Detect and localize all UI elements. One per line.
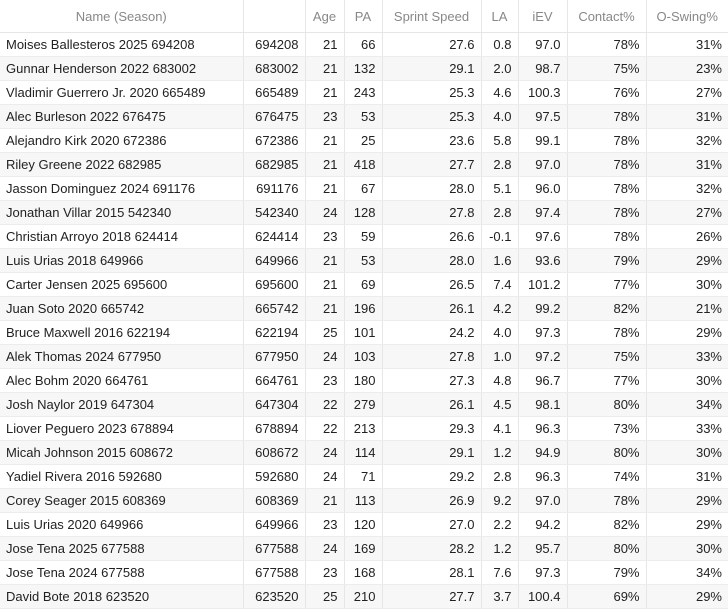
pa-cell: 243 xyxy=(344,81,382,105)
sprint-speed-cell: 27.7 xyxy=(382,585,481,609)
id-cell: 683002 xyxy=(243,57,305,81)
iev-cell: 94.9 xyxy=(518,441,567,465)
o-swing-pct-cell: 34% xyxy=(646,393,728,417)
id-cell: 622194 xyxy=(243,321,305,345)
pa-cell: 114 xyxy=(344,441,382,465)
o-swing-pct-cell: 27% xyxy=(646,201,728,225)
pa-cell: 213 xyxy=(344,417,382,441)
la-cell: 1.0 xyxy=(481,345,518,369)
id-cell: 542340 xyxy=(243,201,305,225)
o-swing-pct-cell: 21% xyxy=(646,297,728,321)
la-cell: 2.8 xyxy=(481,201,518,225)
age-cell: 23 xyxy=(305,369,344,393)
la-cell: 4.2 xyxy=(481,297,518,321)
table-row[interactable] xyxy=(0,465,728,489)
name-season-cell: Moises Ballesteros 2025 694208 xyxy=(0,33,243,57)
id-cell: 623520 xyxy=(243,585,305,609)
contact-pct-cell: 78% xyxy=(567,153,646,177)
iev-cell: 97.0 xyxy=(518,489,567,513)
iev-cell: 96.3 xyxy=(518,417,567,441)
sprint-speed-cell: 26.1 xyxy=(382,297,481,321)
age-cell: 24 xyxy=(305,537,344,561)
age-cell: 23 xyxy=(305,561,344,585)
o-swing-pct-cell: 26% xyxy=(646,225,728,249)
pa-cell: 196 xyxy=(344,297,382,321)
table-row[interactable] xyxy=(0,369,728,393)
la-cell: 7.4 xyxy=(481,273,518,297)
la-cell: 9.2 xyxy=(481,489,518,513)
la-cell: 5.1 xyxy=(481,177,518,201)
table-body xyxy=(0,33,728,609)
name-season-cell: Yadiel Rivera 2016 592680 xyxy=(0,465,243,489)
sprint-speed-cell: 28.0 xyxy=(382,177,481,201)
column-header-contact-pct[interactable]: Contact% xyxy=(567,0,646,33)
pa-cell: 120 xyxy=(344,513,382,537)
table-row[interactable] xyxy=(0,489,728,513)
contact-pct-cell: 77% xyxy=(567,369,646,393)
table-row[interactable] xyxy=(0,537,728,561)
la-cell: 1.2 xyxy=(481,441,518,465)
o-swing-pct-cell: 30% xyxy=(646,273,728,297)
name-season-cell: Gunnar Henderson 2022 683002 xyxy=(0,57,243,81)
name-season-cell: Jasson Dominguez 2024 691176 xyxy=(0,177,243,201)
iev-cell: 96.0 xyxy=(518,177,567,201)
id-cell: 682985 xyxy=(243,153,305,177)
id-cell: 665489 xyxy=(243,81,305,105)
iev-cell: 97.3 xyxy=(518,561,567,585)
o-swing-pct-cell: 34% xyxy=(646,561,728,585)
pa-cell: 71 xyxy=(344,465,382,489)
sprint-speed-cell: 29.2 xyxy=(382,465,481,489)
iev-cell: 97.0 xyxy=(518,33,567,57)
iev-cell: 98.7 xyxy=(518,57,567,81)
iev-cell: 95.7 xyxy=(518,537,567,561)
o-swing-pct-cell: 31% xyxy=(646,465,728,489)
id-cell: 608672 xyxy=(243,441,305,465)
age-cell: 21 xyxy=(305,297,344,321)
iev-cell: 96.3 xyxy=(518,465,567,489)
la-cell: 4.1 xyxy=(481,417,518,441)
sprint-speed-cell: 29.3 xyxy=(382,417,481,441)
iev-cell: 99.2 xyxy=(518,297,567,321)
table-row[interactable] xyxy=(0,57,728,81)
age-cell: 22 xyxy=(305,393,344,417)
age-cell: 23 xyxy=(305,225,344,249)
contact-pct-cell: 80% xyxy=(567,393,646,417)
column-header-o-swing-pct[interactable]: O-Swing% xyxy=(646,0,728,33)
pa-cell: 67 xyxy=(344,177,382,201)
id-cell: 676475 xyxy=(243,105,305,129)
age-cell: 21 xyxy=(305,153,344,177)
contact-pct-cell: 79% xyxy=(567,561,646,585)
age-cell: 24 xyxy=(305,345,344,369)
contact-pct-cell: 80% xyxy=(567,441,646,465)
pa-cell: 418 xyxy=(344,153,382,177)
pa-cell: 180 xyxy=(344,369,382,393)
age-cell: 21 xyxy=(305,57,344,81)
sprint-speed-cell: 27.8 xyxy=(382,345,481,369)
contact-pct-cell: 78% xyxy=(567,177,646,201)
name-season-cell: Jose Tena 2025 677588 xyxy=(0,537,243,561)
sprint-speed-cell: 27.0 xyxy=(382,513,481,537)
iev-cell: 97.5 xyxy=(518,105,567,129)
name-season-cell: Luis Urias 2018 649966 xyxy=(0,249,243,273)
o-swing-pct-cell: 29% xyxy=(646,321,728,345)
id-cell: 624414 xyxy=(243,225,305,249)
o-swing-pct-cell: 32% xyxy=(646,129,728,153)
age-cell: 21 xyxy=(305,249,344,273)
name-season-cell: David Bote 2018 623520 xyxy=(0,585,243,609)
name-season-cell: Alejandro Kirk 2020 672386 xyxy=(0,129,243,153)
la-cell: 2.8 xyxy=(481,465,518,489)
table-header xyxy=(0,0,728,33)
sprint-speed-cell: 27.6 xyxy=(382,33,481,57)
id-cell: 608369 xyxy=(243,489,305,513)
sprint-speed-cell: 29.1 xyxy=(382,441,481,465)
sprint-speed-cell: 29.1 xyxy=(382,57,481,81)
id-cell: 649966 xyxy=(243,513,305,537)
pa-cell: 69 xyxy=(344,273,382,297)
id-cell: 649966 xyxy=(243,249,305,273)
table-row[interactable] xyxy=(0,321,728,345)
la-cell: 4.6 xyxy=(481,81,518,105)
contact-pct-cell: 77% xyxy=(567,273,646,297)
name-season-cell: Riley Greene 2022 682985 xyxy=(0,153,243,177)
o-swing-pct-cell: 29% xyxy=(646,585,728,609)
sprint-speed-cell: 26.5 xyxy=(382,273,481,297)
table-row[interactable] xyxy=(0,105,728,129)
sprint-speed-cell: 25.3 xyxy=(382,81,481,105)
la-cell: 1.6 xyxy=(481,249,518,273)
iev-cell: 100.3 xyxy=(518,81,567,105)
la-cell: 2.2 xyxy=(481,513,518,537)
name-season-cell: Jonathan Villar 2015 542340 xyxy=(0,201,243,225)
o-swing-pct-cell: 23% xyxy=(646,57,728,81)
age-cell: 24 xyxy=(305,441,344,465)
iev-cell: 97.4 xyxy=(518,201,567,225)
age-cell: 21 xyxy=(305,177,344,201)
iev-cell: 101.2 xyxy=(518,273,567,297)
o-swing-pct-cell: 29% xyxy=(646,513,728,537)
sprint-speed-cell: 25.3 xyxy=(382,105,481,129)
name-season-cell: Luis Urias 2020 649966 xyxy=(0,513,243,537)
contact-pct-cell: 78% xyxy=(567,321,646,345)
o-swing-pct-cell: 31% xyxy=(646,105,728,129)
id-cell: 647304 xyxy=(243,393,305,417)
iev-cell: 99.1 xyxy=(518,129,567,153)
age-cell: 21 xyxy=(305,489,344,513)
id-cell: 691176 xyxy=(243,177,305,201)
id-cell: 664761 xyxy=(243,369,305,393)
id-cell: 678894 xyxy=(243,417,305,441)
age-cell: 21 xyxy=(305,81,344,105)
sprint-speed-cell: 26.6 xyxy=(382,225,481,249)
iev-cell: 97.2 xyxy=(518,345,567,369)
contact-pct-cell: 69% xyxy=(567,585,646,609)
id-cell: 592680 xyxy=(243,465,305,489)
name-season-cell: Corey Seager 2015 608369 xyxy=(0,489,243,513)
age-cell: 25 xyxy=(305,585,344,609)
pa-cell: 169 xyxy=(344,537,382,561)
column-header-name-season[interactable]: Name (Season) xyxy=(0,0,243,33)
contact-pct-cell: 78% xyxy=(567,33,646,57)
name-season-cell: Vladimir Guerrero Jr. 2020 665489 xyxy=(0,81,243,105)
name-season-cell: Alec Bohm 2020 664761 xyxy=(0,369,243,393)
table-row[interactable] xyxy=(0,129,728,153)
contact-pct-cell: 76% xyxy=(567,81,646,105)
table-row[interactable] xyxy=(0,585,728,609)
pa-cell: 128 xyxy=(344,201,382,225)
iev-cell: 96.7 xyxy=(518,369,567,393)
sprint-speed-cell: 27.7 xyxy=(382,153,481,177)
id-cell: 695600 xyxy=(243,273,305,297)
pa-cell: 132 xyxy=(344,57,382,81)
contact-pct-cell: 74% xyxy=(567,465,646,489)
la-cell: 2.0 xyxy=(481,57,518,81)
pa-cell: 25 xyxy=(344,129,382,153)
contact-pct-cell: 75% xyxy=(567,345,646,369)
table-row[interactable] xyxy=(0,561,728,585)
id-cell: 694208 xyxy=(243,33,305,57)
age-cell: 24 xyxy=(305,465,344,489)
name-season-cell: Carter Jensen 2025 695600 xyxy=(0,273,243,297)
sprint-speed-cell: 27.3 xyxy=(382,369,481,393)
la-cell: 5.8 xyxy=(481,129,518,153)
table-row[interactable] xyxy=(0,249,728,273)
age-cell: 25 xyxy=(305,321,344,345)
id-cell: 672386 xyxy=(243,129,305,153)
table-row[interactable] xyxy=(0,417,728,441)
table-row[interactable] xyxy=(0,177,728,201)
age-cell: 21 xyxy=(305,273,344,297)
table-row[interactable] xyxy=(0,297,728,321)
sprint-speed-cell: 28.2 xyxy=(382,537,481,561)
pa-cell: 210 xyxy=(344,585,382,609)
o-swing-pct-cell: 33% xyxy=(646,345,728,369)
id-cell: 677588 xyxy=(243,561,305,585)
iev-cell: 98.1 xyxy=(518,393,567,417)
sprint-speed-cell: 27.8 xyxy=(382,201,481,225)
age-cell: 23 xyxy=(305,105,344,129)
age-cell: 21 xyxy=(305,129,344,153)
la-cell: 0.8 xyxy=(481,33,518,57)
la-cell: 1.2 xyxy=(481,537,518,561)
pa-cell: 279 xyxy=(344,393,382,417)
table-row[interactable] xyxy=(0,153,728,177)
name-season-cell: Jose Tena 2024 677588 xyxy=(0,561,243,585)
o-swing-pct-cell: 31% xyxy=(646,33,728,57)
la-cell: 4.5 xyxy=(481,393,518,417)
contact-pct-cell: 75% xyxy=(567,57,646,81)
contact-pct-cell: 79% xyxy=(567,249,646,273)
o-swing-pct-cell: 31% xyxy=(646,153,728,177)
column-header-pa[interactable]: PA xyxy=(344,0,382,33)
age-cell: 22 xyxy=(305,417,344,441)
sprint-speed-cell: 28.1 xyxy=(382,561,481,585)
iev-cell: 97.0 xyxy=(518,153,567,177)
la-cell: 7.6 xyxy=(481,561,518,585)
table-row[interactable] xyxy=(0,201,728,225)
name-season-cell: Christian Arroyo 2018 624414 xyxy=(0,225,243,249)
pa-cell: 53 xyxy=(344,249,382,273)
name-season-cell: Liover Peguero 2023 678894 xyxy=(0,417,243,441)
la-cell: -0.1 xyxy=(481,225,518,249)
table-row[interactable] xyxy=(0,33,728,57)
name-season-cell: Micah Johnson 2015 608672 xyxy=(0,441,243,465)
table-row[interactable] xyxy=(0,273,728,297)
sprint-speed-cell: 26.1 xyxy=(382,393,481,417)
pa-cell: 168 xyxy=(344,561,382,585)
column-header-sprint-speed[interactable]: Sprint Speed xyxy=(382,0,481,33)
pa-cell: 101 xyxy=(344,321,382,345)
la-cell: 4.0 xyxy=(481,105,518,129)
contact-pct-cell: 82% xyxy=(567,297,646,321)
table-row[interactable] xyxy=(0,81,728,105)
column-header-la[interactable]: LA xyxy=(481,0,518,33)
iev-cell: 97.6 xyxy=(518,225,567,249)
id-cell: 677950 xyxy=(243,345,305,369)
sprint-speed-cell: 23.6 xyxy=(382,129,481,153)
la-cell: 2.8 xyxy=(481,153,518,177)
o-swing-pct-cell: 27% xyxy=(646,81,728,105)
pa-cell: 103 xyxy=(344,345,382,369)
contact-pct-cell: 78% xyxy=(567,225,646,249)
table-row[interactable] xyxy=(0,225,728,249)
sprint-speed-cell: 24.2 xyxy=(382,321,481,345)
age-cell: 21 xyxy=(305,33,344,57)
o-swing-pct-cell: 30% xyxy=(646,369,728,393)
column-header-iev[interactable]: iEV xyxy=(518,0,567,33)
column-header-id[interactable] xyxy=(243,0,305,33)
la-cell: 4.8 xyxy=(481,369,518,393)
pa-cell: 66 xyxy=(344,33,382,57)
table-row[interactable] xyxy=(0,513,728,537)
age-cell: 23 xyxy=(305,513,344,537)
contact-pct-cell: 82% xyxy=(567,513,646,537)
o-swing-pct-cell: 32% xyxy=(646,177,728,201)
table-row[interactable] xyxy=(0,393,728,417)
contact-pct-cell: 80% xyxy=(567,537,646,561)
table-row[interactable] xyxy=(0,441,728,465)
o-swing-pct-cell: 30% xyxy=(646,537,728,561)
pa-cell: 59 xyxy=(344,225,382,249)
la-cell: 4.0 xyxy=(481,321,518,345)
table-row[interactable] xyxy=(0,345,728,369)
contact-pct-cell: 78% xyxy=(567,129,646,153)
contact-pct-cell: 73% xyxy=(567,417,646,441)
iev-cell: 100.4 xyxy=(518,585,567,609)
id-cell: 677588 xyxy=(243,537,305,561)
sprint-speed-cell: 26.9 xyxy=(382,489,481,513)
contact-pct-cell: 78% xyxy=(567,105,646,129)
header-row xyxy=(0,0,728,33)
name-season-cell: Bruce Maxwell 2016 622194 xyxy=(0,321,243,345)
id-cell: 665742 xyxy=(243,297,305,321)
iev-cell: 94.2 xyxy=(518,513,567,537)
sprint-speed-cell: 28.0 xyxy=(382,249,481,273)
pa-cell: 53 xyxy=(344,105,382,129)
o-swing-pct-cell: 29% xyxy=(646,489,728,513)
la-cell: 3.7 xyxy=(481,585,518,609)
contact-pct-cell: 78% xyxy=(567,489,646,513)
iev-cell: 93.6 xyxy=(518,249,567,273)
iev-cell: 97.3 xyxy=(518,321,567,345)
name-season-cell: Alek Thomas 2024 677950 xyxy=(0,345,243,369)
column-header-age[interactable]: Age xyxy=(305,0,344,33)
name-season-cell: Juan Soto 2020 665742 xyxy=(0,297,243,321)
o-swing-pct-cell: 33% xyxy=(646,417,728,441)
o-swing-pct-cell: 30% xyxy=(646,441,728,465)
age-cell: 24 xyxy=(305,201,344,225)
pa-cell: 113 xyxy=(344,489,382,513)
o-swing-pct-cell: 29% xyxy=(646,249,728,273)
name-season-cell: Alec Burleson 2022 676475 xyxy=(0,105,243,129)
contact-pct-cell: 78% xyxy=(567,201,646,225)
name-season-cell: Josh Naylor 2019 647304 xyxy=(0,393,243,417)
